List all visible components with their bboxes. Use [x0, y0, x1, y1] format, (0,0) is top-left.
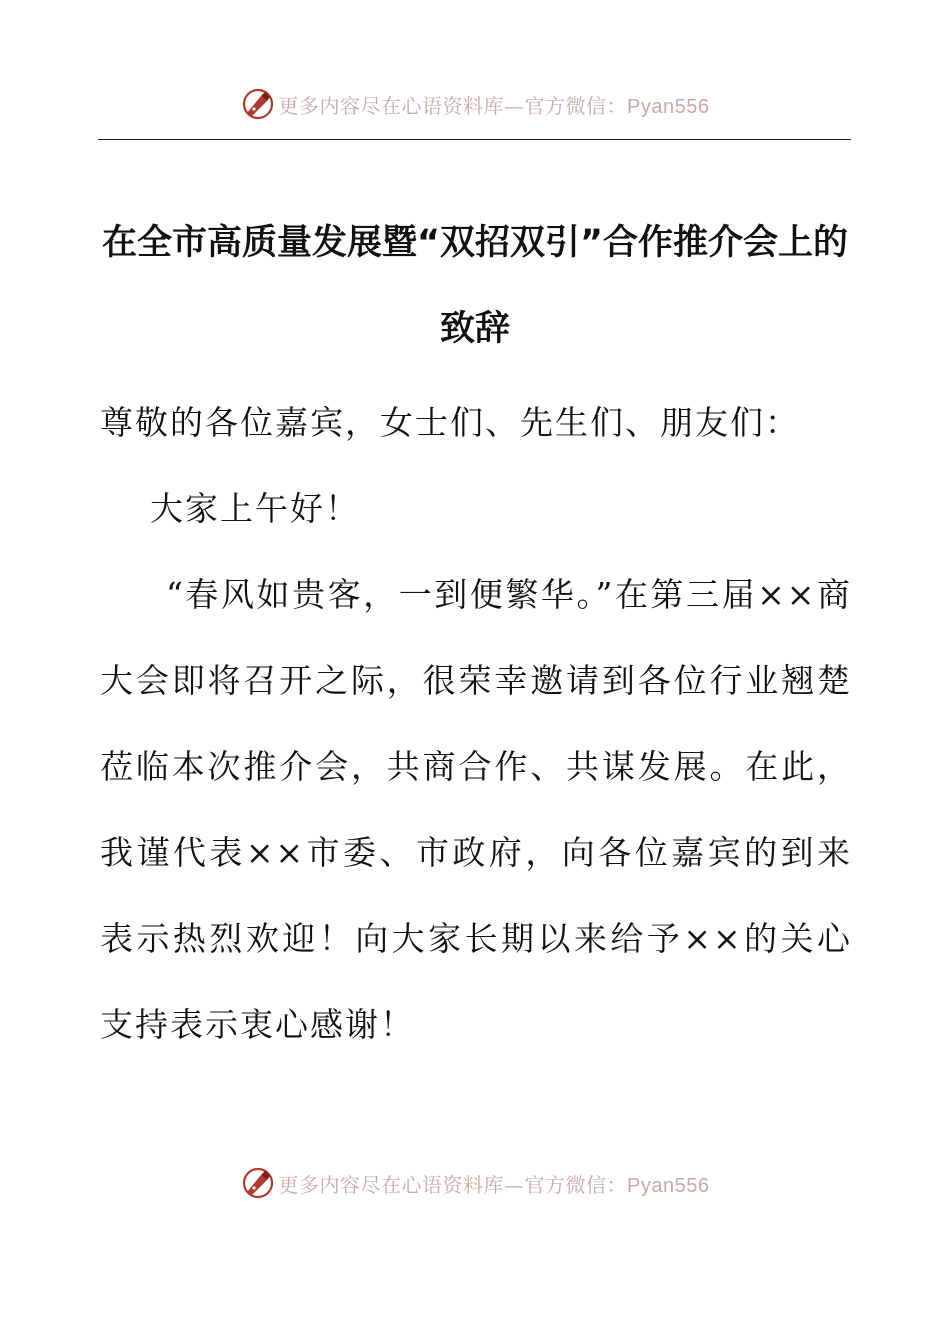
banner-text: 更多内容尽在心语资料库—官方微信：Pyan556	[278, 93, 710, 118]
salutation: 尊敬的各位嘉宾，女士们、先生们、朋友们：	[100, 403, 800, 442]
pen-nib-logo-icon	[241, 1166, 275, 1200]
document-title: 在全市高质量发展暨“双招双引”合作推介会上的致辞	[101, 223, 848, 349]
banner-text: 更多内容尽在心语资料库—官方微信：Pyan556	[278, 1172, 710, 1197]
footer-banner	[0, 1163, 950, 1203]
banner-handle: Pyan556	[627, 95, 710, 118]
header-divider	[98, 139, 851, 140]
paragraph: “春风如贵客，一到便繁华。”在第三届××商大会即将召开之际，很荣幸邀请到各位行业翘楚莅临本次推介会，共商合作、共谋发展。在此，我谨代表××市委、市政府，向各位嘉宾的到来表示热烈欢迎！向大家长期以来给予××的关心支持表示衷心感谢！	[100, 575, 852, 1044]
header-banner	[0, 84, 950, 124]
banner-handle: Pyan556	[627, 1174, 710, 1197]
document-body	[100, 380, 852, 1068]
pen-nib-logo-icon	[241, 87, 275, 121]
greeting: 大家上午好！	[150, 489, 360, 528]
